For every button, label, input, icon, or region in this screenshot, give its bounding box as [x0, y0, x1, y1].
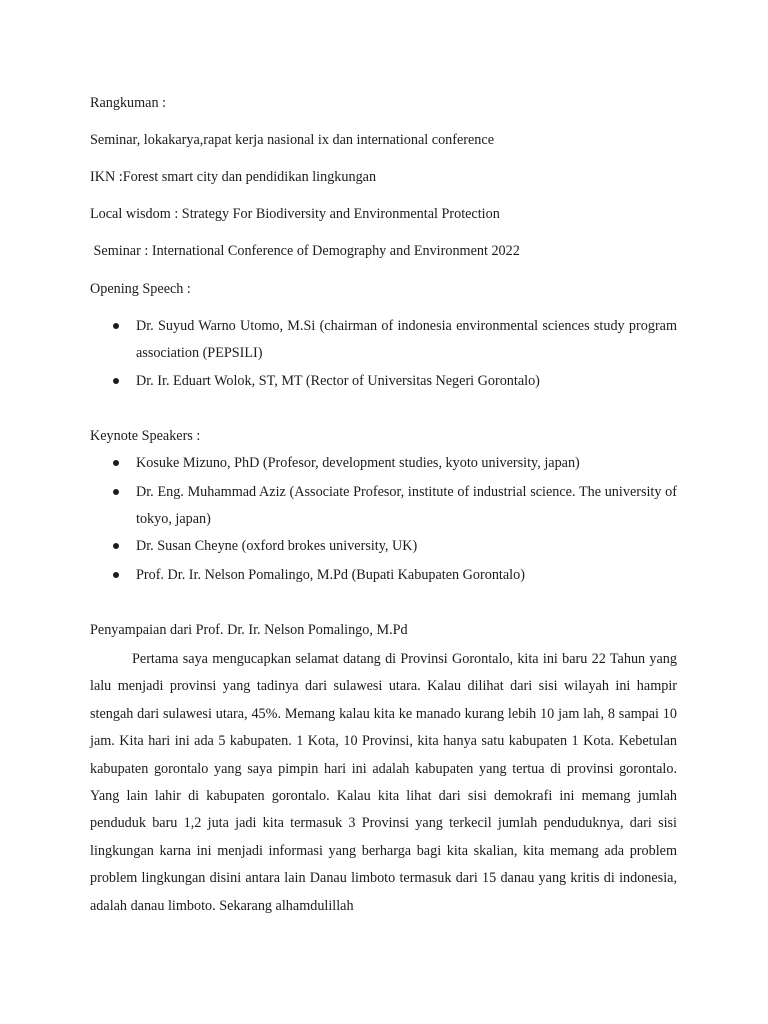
- speech-heading: Penyampaian dari Prof. Dr. Ir. Nelson Pomalingo, M.Pd: [90, 622, 408, 638]
- list-item-text: Prof. Dr. Ir. Nelson Pomalingo, M.Pd (Bupati Kabupaten Gorontalo): [136, 567, 525, 583]
- summary-line: Local wisdom : Strategy For Biodiversity and Environmental Protection: [90, 206, 500, 222]
- bullet-icon: [113, 323, 119, 329]
- list-item-text: Dr. Ir. Eduart Wolok, ST, MT (Rector of Universitas Negeri Gorontalo): [136, 373, 540, 389]
- list-item-text: Dr. Susan Cheyne (oxford brokes university, UK): [136, 538, 418, 554]
- bullet-icon: [113, 572, 119, 578]
- summary-line: IKN :Forest smart city dan pendidikan lingkungan: [90, 169, 377, 185]
- bullet-icon: [113, 378, 119, 384]
- speech-paragraph: Pertama saya mengucapkan selamat datang di Provinsi Gorontalo, kita ini baru 22 Tahun yang lalu menjadi provinsi yang tadinya dari sulawesi utara. Kalau dilihat dari sisi wilayah ini hampir stengah dari sulawesi utara, 45%. Memang kalau kita ke manado kurang lebih 10 jam lah, 8 sampai 10 jam. Kita hari ini ada 5 kabupaten. 1 Kota, 10 Provinsi, kita hanya satu kabupaten 1 Kota. Kebetulan kabupaten gorontalo yang saya pimpin hari ini adalah kabupaten yang tertua di provinsi gorontalo. Yang lain lahir di kabupaten gorontalo. Kalau kita lihat dari sisi demokrafi ini memang jumlah penduduk baru 1,2 juta jadi kita termasuk 3 Provinsi yang terkecil jumlah penduduknya, dari sisi lingkungan karna ini menjadi informasi yang berharga bagi kita skalian, kita memang ada problem problem lingkungan disini antara lain Danau limboto termasuk dari 15 danau yang kritis di indonesia, adalah danau limboto. Sekarang alhamdulillah: [90, 651, 677, 914]
- bullet-icon: [113, 543, 119, 549]
- summary-title: Rangkuman :: [90, 95, 167, 111]
- bullet-icon: [113, 489, 119, 495]
- list-item-text: Kosuke Mizuno, PhD (Profesor, development studies, kyoto university, japan): [136, 455, 580, 471]
- summary-line: Seminar : International Conference of Demography and Environment 2022: [90, 243, 520, 259]
- list-item-text: Dr. Eng. Muhammad Aziz (Associate Profesor, institute of industrial science. The university of tokyo, japan): [136, 484, 677, 527]
- summary-line: Seminar, lokakarya,rapat kerja nasional ix dan international conference: [90, 132, 494, 148]
- keynote-speakers-heading: Keynote Speakers :: [90, 428, 201, 444]
- opening-speech-heading: Opening Speech :: [90, 281, 191, 297]
- bullet-icon: [113, 460, 119, 466]
- list-item-text: Dr. Suyud Warno Utomo, M.Si (chairman of indonesia environmental sciences study program association (PEPSILI): [136, 318, 677, 361]
